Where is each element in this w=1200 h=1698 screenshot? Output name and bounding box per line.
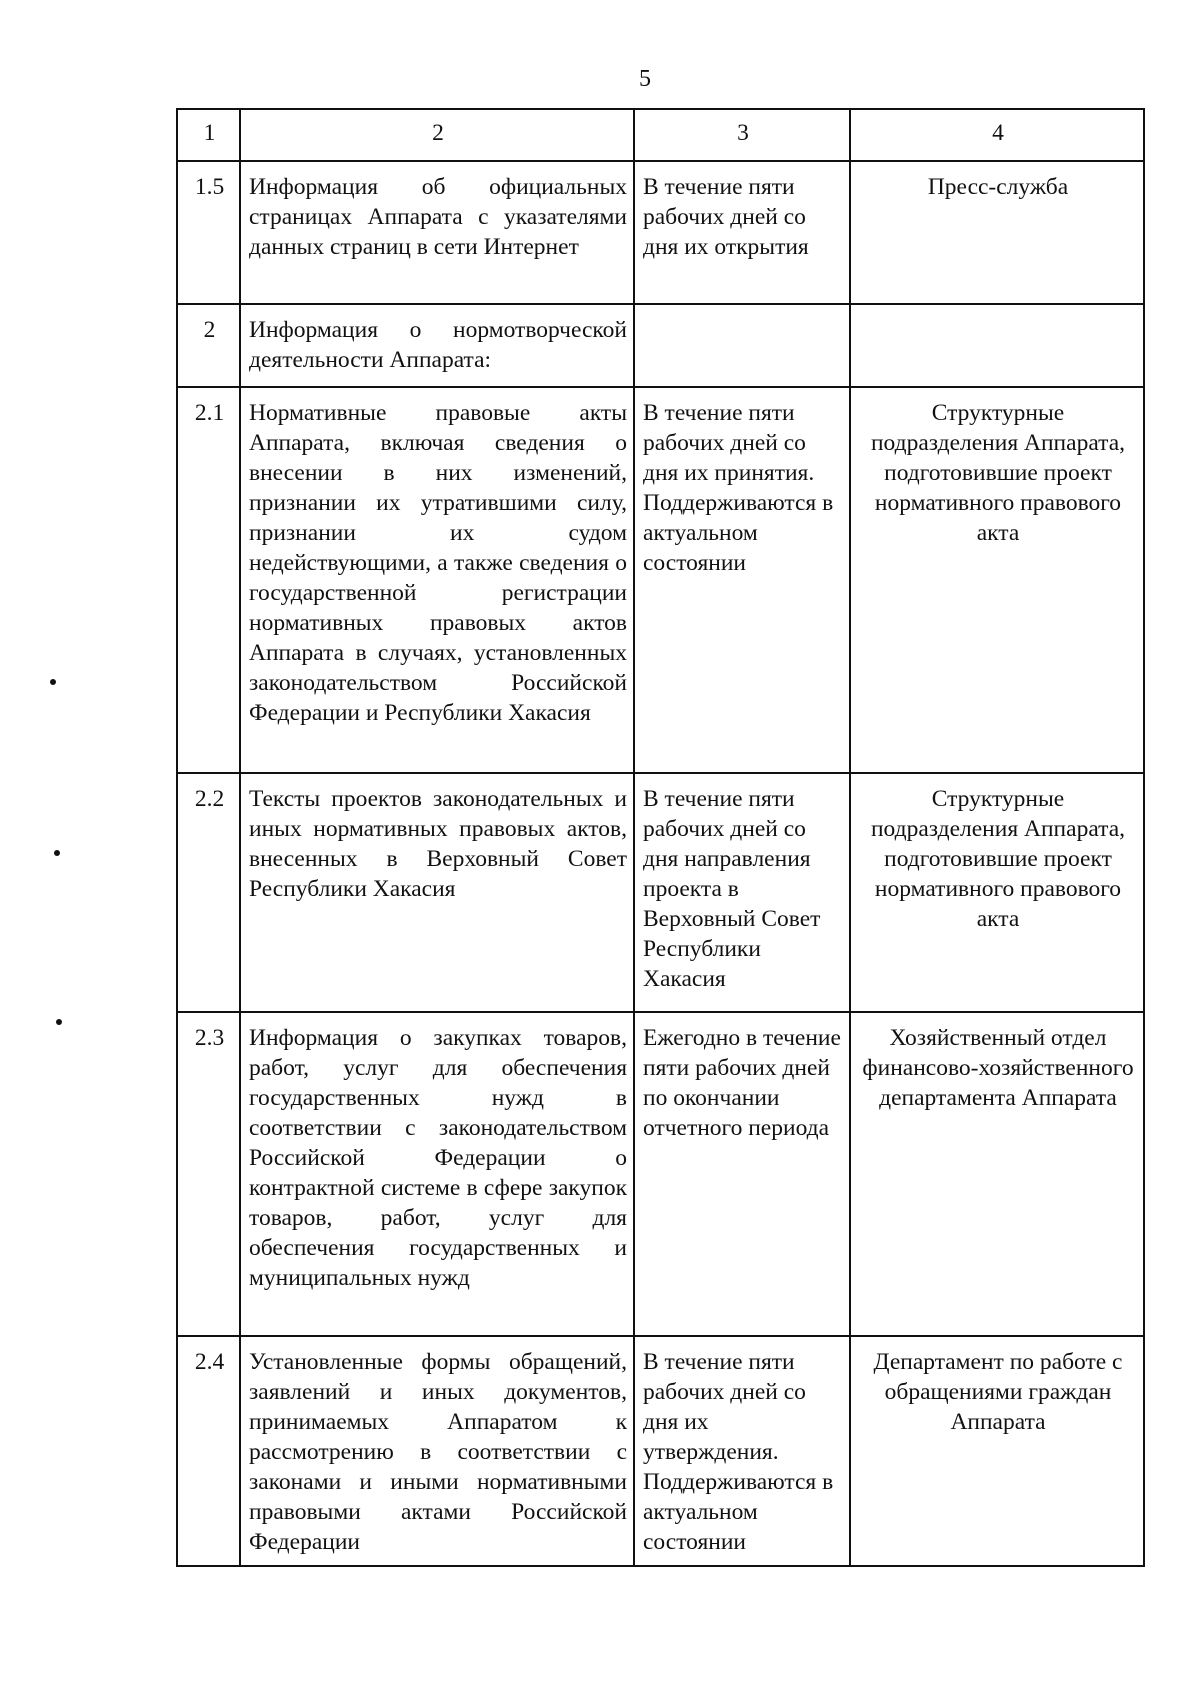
row-responsible: Структурные подразделения Аппарата, подготовившие проект нормативного правового акта <box>850 773 1144 1012</box>
page-number: 5 <box>639 66 651 92</box>
row-responsible <box>850 304 1144 387</box>
row-deadline: В течение пяти рабочих дней со дня направления проекта в Верховный Совет Республики Хакасия <box>634 773 850 1012</box>
column-header: 3 <box>634 109 850 161</box>
table-row <box>177 1012 1144 1336</box>
row-responsible: Хозяйственный отдел финансово-хозяйственного департамента Аппарата <box>850 1012 1144 1336</box>
table-row <box>177 387 1144 773</box>
row-deadline: Ежегодно в течение пяти рабочих дней по окончании отчетного периода <box>634 1012 850 1336</box>
row-deadline: В течение пяти рабочих дней со дня их открытия <box>634 161 850 304</box>
row-description: Информация о нормотворческой деятельности Аппарата: <box>240 304 634 387</box>
row-number: 2.4 <box>177 1336 240 1566</box>
scan-mark <box>50 679 56 685</box>
table-row <box>177 304 1144 387</box>
row-number: 2 <box>177 304 240 387</box>
table-row <box>177 161 1144 304</box>
scan-mark <box>56 1019 62 1025</box>
row-number: 2.2 <box>177 773 240 1012</box>
column-header: 1 <box>177 109 240 161</box>
scan-mark <box>54 850 60 856</box>
row-deadline <box>634 304 850 387</box>
row-deadline: В течение пяти рабочих дней со дня их утверждения. Поддерживаются в актуальном состоянии <box>634 1336 850 1566</box>
row-number: 1.5 <box>177 161 240 304</box>
column-header: 2 <box>240 109 634 161</box>
row-number: 2.3 <box>177 1012 240 1336</box>
document-table <box>176 108 1145 1567</box>
row-description: Установленные формы обращений, заявлений и иных документов, принимаемых Аппаратом к рассмотрению в соответствии с законами и иными нормативными правовыми актами Российской Федерации <box>240 1336 634 1566</box>
row-responsible: Структурные подразделения Аппарата, подготовившие проект нормативного правового акта <box>850 387 1144 773</box>
row-responsible: Пресс-служба <box>850 161 1144 304</box>
row-description: Нормативные правовые акты Аппарата, включая сведения о внесении в них изменений, признании их утратившими силу, признании их судом недействующими, а также сведения о государственной регистрации нормативных правовых актов Аппарата в случаях, установленных законодательством Российской Федерации и Республики Хакасия <box>240 387 634 773</box>
table-row <box>177 773 1144 1012</box>
row-responsible: Департамент по работе с обращениями граждан Аппарата <box>850 1336 1144 1566</box>
table-header-row <box>177 109 1144 161</box>
row-description: Информация об официальных страницах Аппарата с указателями данных страниц в сети Интернет <box>240 161 634 304</box>
row-number: 2.1 <box>177 387 240 773</box>
row-deadline: В течение пяти рабочих дней со дня их принятия. Поддерживаются в актуальном состоянии <box>634 387 850 773</box>
column-header: 4 <box>850 109 1144 161</box>
row-description: Тексты проектов законодательных и иных нормативных правовых актов, внесенных в Верховный Совет Республики Хакасия <box>240 773 634 1012</box>
table-row <box>177 1336 1144 1566</box>
row-description: Информация о закупках товаров, работ, услуг для обеспечения государственных нужд в соответствии с законодательством Российской Федерации о контрактной системе в сфере закупок товаров, работ, услуг для обеспечения государственных и муниципальных нужд <box>240 1012 634 1336</box>
